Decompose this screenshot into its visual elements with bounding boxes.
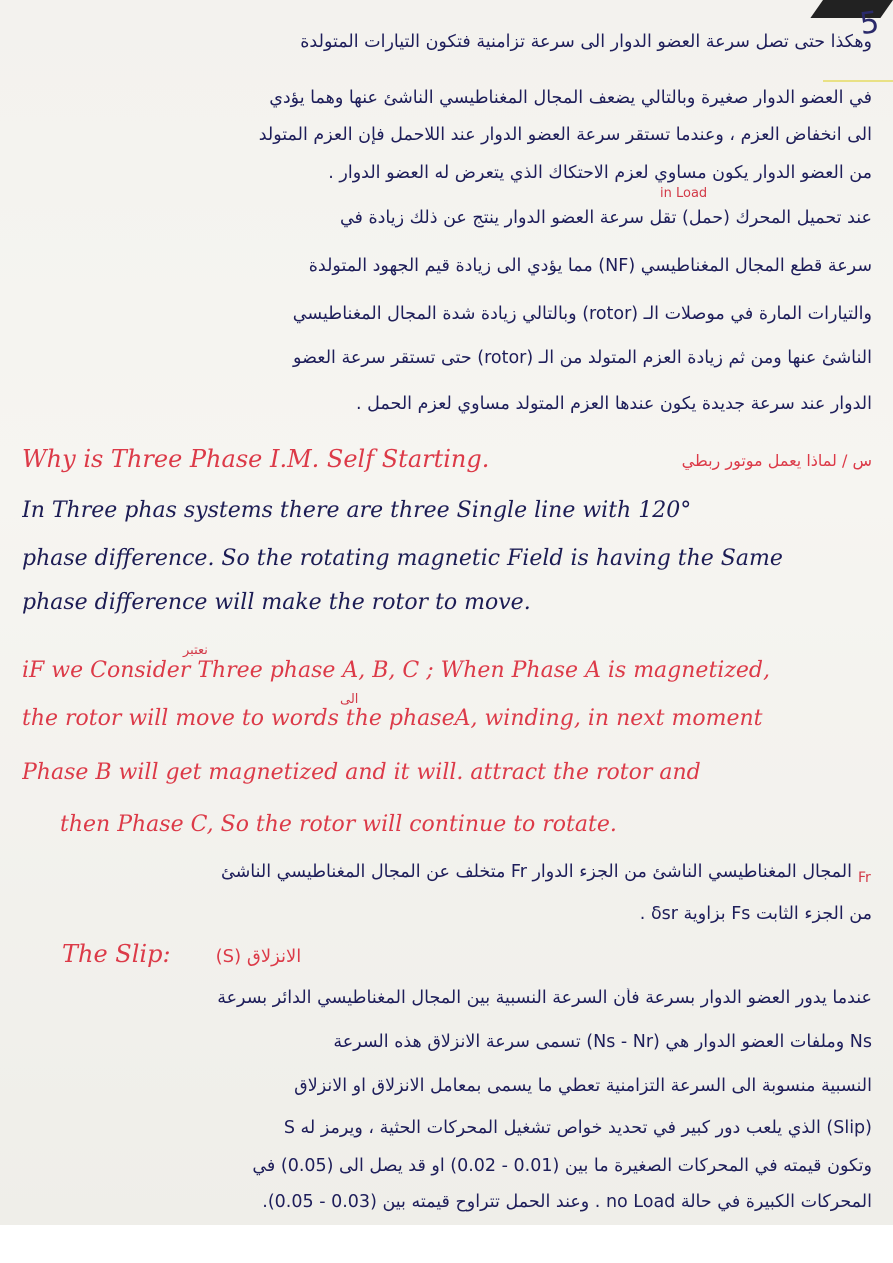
english-line-2: phase difference. So the rotating magnetic Field is having the Same [22, 546, 783, 571]
red-line-1: iF we Consider Three phase A, B, C ; When Phase A is magnetized, [22, 658, 771, 683]
arabic-slip-line-4: (Slip) الذي يلعب دور كبير في تحديد خواص تشغيل المحركات الحثية ، ويرمز له S [283, 1118, 872, 1138]
arabic-line-1: وهكذا حتى تصل سرعة العضو الدوار الى سرعة تزامنية فتكون التيارات المتولدة [300, 32, 872, 52]
fr-margin-note: Fr [858, 870, 871, 886]
why-heading [22, 445, 872, 474]
arabic-line-4: من العضو الدوار يكون مساوي لعزم الاحتكاك الذي يتعرض له العضو الدوار . [328, 163, 872, 183]
arabic-line-3: الى انخفاض العزم ، وعندما تستقر سرعة العضو الدوار عند اللاحمل فإن العزم المتولد [258, 125, 872, 145]
page-corner-shadow [810, 0, 893, 18]
arabic-note-consider: نعتبر [183, 643, 208, 658]
red-line-2: the rotor will move to words the phaseA, winding, in next moment [22, 706, 763, 731]
yellow-margin-line [823, 80, 893, 82]
arabic-slip-line-1: عندما يدور العضو الدوار بسرعة فأن السرعة النسبية بين المجال المغناطيسي الدائر بسرعة [217, 988, 872, 1008]
red-line-3: Phase B will get magnetized and it will. attract the rotor and [22, 760, 701, 785]
arabic-line-5: عند تحميل المحرك (حمل) تقل سرعة العضو الدوار ينتج عن ذلك زيادة في [339, 208, 872, 228]
arabic-slip-line-5: وتكون قيمته في المحركات الصغيرة ما بين (0.01 - 0.02) او قد يصل الى (0.05) في [252, 1156, 872, 1176]
arabic-slip-line-2: Ns وملفات العضو الدوار هي (Ns - Nr) تسمى سرعة الانزلاق هذه السرعة [333, 1032, 872, 1052]
in-load-note: in Load [660, 186, 708, 201]
arabic-line-6: سرعة قطع المجال المغناطيسي (NF) مما يؤدي الى زيادة قيم الجهود المتولدة [308, 256, 872, 276]
arabic-line-9: الدوار عند سرعة جديدة يكون عندها العزم المتولد مساوي لعزم الحمل . [356, 394, 872, 414]
arabic-fr-line-1: المجال المغناطيسي الناشئ من الجزء الدوار Fr متخلف عن المجال المغناطيسي الناشئ [221, 862, 852, 882]
slip-heading-arabic: الانزلاق (S) [215, 946, 302, 967]
english-line-3: phase difference will make the rotor to move. [22, 590, 531, 615]
red-line-4: then Phase C, So the rotor will continue to rotate. [60, 812, 617, 837]
arabic-line-8: الناشئ عنها ومن ثم زيادة العزم المتولد من الـ (rotor) حتى تستقر سرعة العضو [293, 348, 872, 368]
why-heading-arabic: س / لماذا يعمل موتور ربطي [681, 451, 872, 470]
page-number: 5 [857, 4, 882, 43]
arabic-line-2: في العضو الدوار صغيرة وبالتالي يضعف المجال المغناطيسي الناشئ عنها وهما يؤدي [269, 88, 872, 108]
arabic-fr-line-2: من الجزء الثابت Fs بزاوية δsr . [639, 904, 872, 924]
why-heading-english: Why is Three Phase I.M. Self Starting. [22, 445, 490, 473]
arabic-line-7: والتيارات المارة في موصلات الـ (rotor) وبالتالي زيادة شدة المجال المغناطيسي [292, 304, 872, 324]
arabic-slip-line-3: النسبية منسوبة الى السرعة التزامنية تعطي ما يسمى بمعامل الانزلاق او الانزلاق [294, 1076, 872, 1096]
arabic-slip-line-6: المحركات الكبيرة في حالة no Load . وعند الحمل تتراوح قيمته بين (0.03 - 0.05). [262, 1192, 872, 1212]
slip-heading [22, 940, 872, 969]
english-line-1: In Three phas systems there are three Single line with 120° [22, 498, 692, 523]
arabic-note-towards: الى [340, 692, 359, 707]
bottom-margin [0, 1225, 893, 1263]
slip-heading-english: The Slip: [62, 940, 171, 968]
